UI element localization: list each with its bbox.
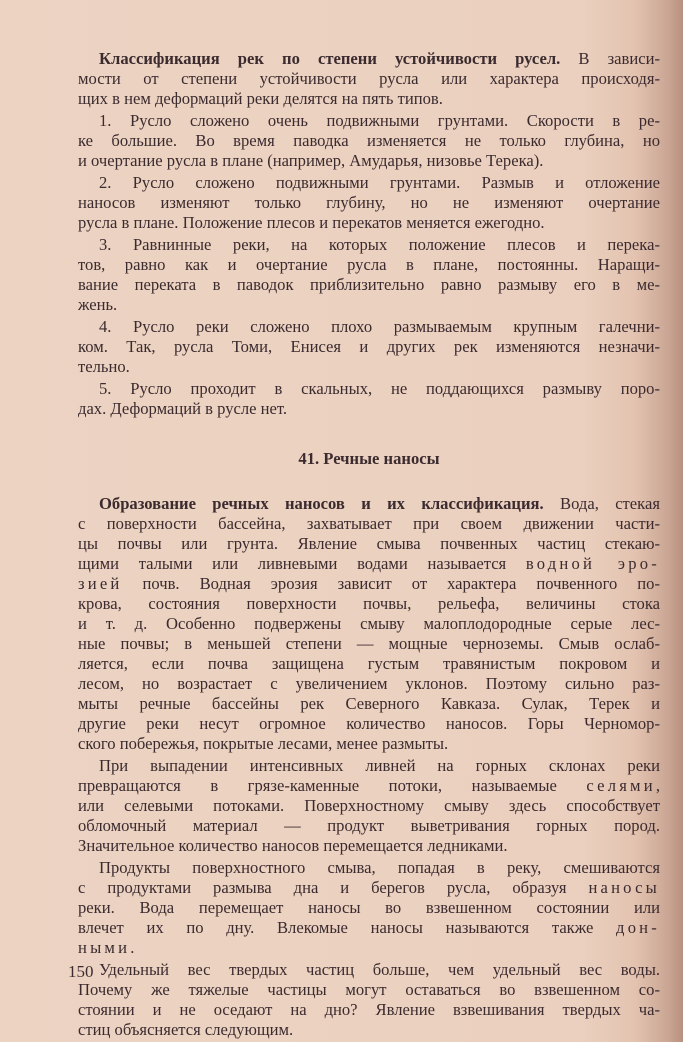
text-line: [78, 151, 660, 171]
text-run: 4. Русло реки сложено плохо размываемым крупным галечни-: [99, 317, 660, 336]
paragraph: [78, 379, 660, 419]
text-run: с продуктами размыва дна и берегов русла, образуя: [78, 878, 589, 897]
text-line: [78, 898, 660, 918]
text-line: [78, 131, 660, 151]
text-run: и очертание русла в плане (например, Амударья, низовье Терека).: [78, 151, 544, 170]
spaced-term: зией: [78, 574, 123, 593]
text-line: [78, 836, 660, 856]
paragraph: [78, 235, 660, 315]
text-run: 5. Русло проходит в скальных, не поддающихся размыву поро-: [99, 379, 660, 398]
text-line: [78, 275, 660, 295]
text-line: [78, 49, 660, 69]
text-line: [78, 756, 660, 776]
text-run: ,: [655, 776, 660, 795]
text-line: [78, 173, 660, 193]
text-run: тов, равно как и очертание русла в плане, постоянны. Наращи-: [78, 255, 660, 274]
paragraph: [78, 858, 660, 958]
text-run: мыты речные бассейны рек Северного Кавказа. Сулак, Терек и: [78, 694, 660, 713]
text-line: [78, 399, 660, 419]
text-run: реки. Вода перемещает наносы во взвешенном состоянии или: [78, 898, 660, 917]
text-run: или селевыми потоками. Поверхностному смыву здесь способствует: [78, 796, 660, 815]
paragraph: [78, 111, 660, 171]
text-line: [78, 111, 660, 131]
text-run: ные почвы; в меньшей степени — мощные черноземы. Смыв ослаб-: [78, 634, 660, 653]
text-line: [78, 514, 660, 534]
text-run: ского побережья, покрытые лесами, менее размыты.: [78, 734, 449, 753]
text-run: крова, состояния поверхности почвы, рельефа, величины стока: [78, 594, 660, 613]
text-line: [78, 1020, 660, 1040]
text-run: и т. д. Особенно подвержены смыву малоплодородные серые лес-: [78, 614, 660, 633]
text-line: [78, 714, 660, 734]
text-line: [78, 494, 660, 514]
text-line: [78, 614, 660, 634]
bold-run-in-heading: Классификация рек по степени устойчивости русел.: [99, 49, 561, 68]
text-line: [78, 878, 660, 898]
text-run: с поверхности бассейна, захватывает при своем движении части-: [78, 514, 660, 533]
text-run: ком. Так, русла Томи, Енисея и других рек изменяются незначи-: [78, 337, 660, 356]
text-run: превращаются в грязе-каменные потоки, называемые: [78, 776, 587, 795]
text-run: обломочный материал — продукт выветривания горных пород.: [78, 816, 660, 835]
text-run: 1. Русло сложено очень подвижными грунтами. Скорости в ре-: [99, 111, 660, 130]
text-run: русла в плане. Положение плесов и перекатов меняется ежегодно.: [78, 213, 545, 232]
text-run: .: [130, 938, 135, 957]
text-line: [78, 1000, 660, 1020]
page-number: 150: [68, 962, 94, 981]
text-line: [78, 213, 660, 233]
text-run: В зависи-: [560, 49, 660, 68]
text-run: 3. Равнинные реки, на которых положение плесов и перека-: [99, 235, 660, 254]
text-run: Вода, стекая: [543, 494, 660, 513]
text-run: При выпадении интенсивных ливней на горных склонах реки: [99, 756, 660, 775]
text-line: [78, 734, 660, 754]
text-run: лесом, но возрастает с увеличением уклонов. Поэтому сильно раз-: [78, 674, 660, 693]
text-run: стоянии и не оседают на дно? Явление взвешивания твердых ча-: [78, 1000, 660, 1019]
text-line: [78, 337, 660, 357]
text-line: [78, 960, 660, 980]
paragraph: [78, 960, 660, 1040]
text-line: [78, 89, 660, 109]
book-page: [78, 49, 660, 1042]
text-run: тельно.: [78, 357, 130, 376]
text-line: [78, 918, 660, 938]
paragraph: [78, 756, 660, 856]
text-run: ке большие. Во время паводка изменяется не только глубина, но: [78, 131, 660, 150]
spaced-term: наносы: [588, 878, 660, 897]
text-line: [78, 634, 660, 654]
paragraph: [78, 173, 660, 233]
text-run: жень.: [78, 295, 118, 314]
spaced-term: дон-: [616, 918, 660, 937]
text-line: [78, 674, 660, 694]
section-river-bed-classification: [78, 49, 660, 419]
text-line: [78, 776, 660, 796]
text-line: [78, 858, 660, 878]
text-run: влечет их по дну. Влекомые наносы называются также: [78, 918, 617, 937]
text-line: [78, 594, 660, 614]
text-line: [78, 69, 660, 89]
text-run: Удельный вес твердых частиц больше, чем удельный вес воды.: [99, 960, 660, 979]
text-line: [78, 554, 660, 574]
text-line: [78, 796, 660, 816]
text-line: [78, 694, 660, 714]
text-run: цы почвы или грунта. Явление смыва почвенных частиц стекаю-: [78, 534, 660, 553]
text-run: Значительное количество наносов перемещается ледниками.: [78, 836, 508, 855]
section-river-sediments: [78, 494, 660, 1040]
section-heading: 41. Речные наносы: [298, 449, 440, 468]
paragraph: [78, 494, 660, 754]
text-line: [78, 574, 660, 594]
paragraph: [78, 49, 660, 109]
spaced-term: селями: [586, 776, 656, 795]
text-line: [78, 193, 660, 213]
text-run: вание переката в паводок приблизительно равно размыву его в ме-: [78, 275, 660, 294]
text-line: [78, 938, 660, 958]
text-run: ляется, если почва защищена густым травянистым покровом и: [78, 654, 660, 673]
spaced-term: ными: [78, 938, 131, 957]
text-line: [78, 379, 660, 399]
text-run: 2. Русло сложено подвижными грунтами. Размыв и отложение: [99, 173, 660, 192]
text-run: стиц объясняется следующим.: [78, 1020, 294, 1039]
bold-run-in-heading: Образование речных наносов и их классификация.: [99, 494, 544, 513]
text-line: [78, 980, 660, 1000]
text-run: другие реки несут огромное количество наносов. Горы Черномор-: [78, 714, 660, 733]
text-run: Продукты поверхностного смыва, попадая в реку, смешиваются: [99, 858, 660, 877]
text-line: [78, 654, 660, 674]
text-line: [78, 235, 660, 255]
text-line: [78, 816, 660, 836]
text-line: [78, 534, 660, 554]
paragraph: [78, 317, 660, 377]
text-run: щих в нем деформаций реки делятся на пять типов.: [78, 89, 443, 108]
text-run: дах. Деформаций в русле нет.: [78, 399, 288, 418]
text-run: наносов изменяют только глубину, но не изменяют очертание: [78, 193, 660, 212]
text-run: Почему же тяжелые частицы могут оставаться во взвешенном со-: [78, 980, 660, 999]
text-run: мости от степени устойчивости русла или характера происходя-: [78, 69, 660, 88]
text-line: [78, 317, 660, 337]
text-run: щими талыми или ливневыми водами называется: [78, 554, 526, 573]
text-line: [78, 295, 660, 315]
text-run: почв. Водная эрозия зависит от характера почвенного по-: [122, 574, 660, 593]
text-line: [78, 357, 660, 377]
text-line: [78, 255, 660, 275]
spaced-term: водной эро-: [525, 554, 660, 573]
